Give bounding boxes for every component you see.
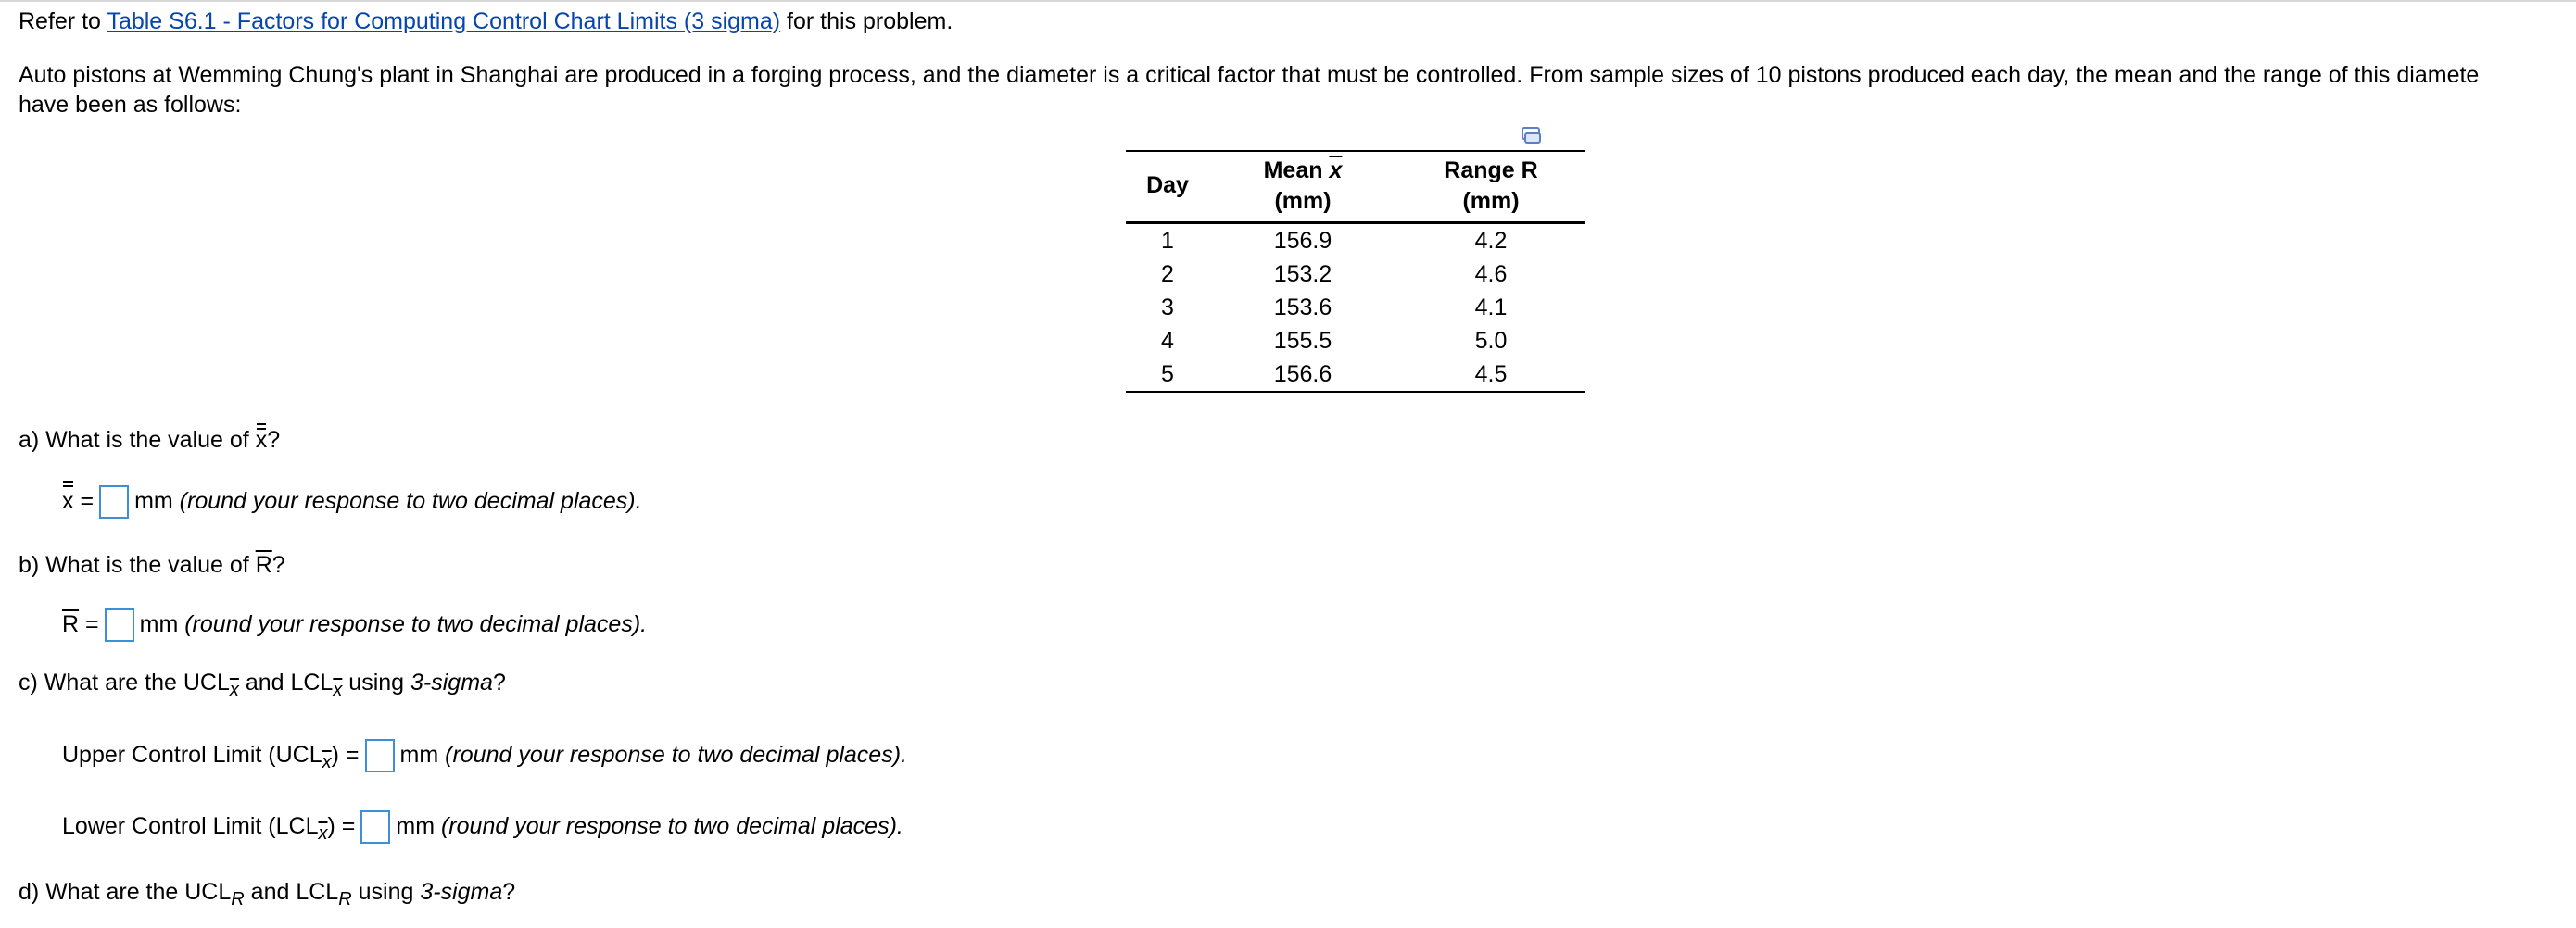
answer-a-symbol: x	[62, 483, 74, 519]
question-a-prefix: a) What is the value of	[19, 427, 249, 453]
problem-line-1: Auto pistons at Wemming Chung's plant in Shanghai are produced in a forging process, and the diameter is a critical factor that must be controlled. From sample sizes of 10 pistons produced each day, the mean and the range of this diamete	[19, 62, 2480, 88]
question-d-mid: and LCL	[250, 879, 339, 905]
piston-data-table	[1126, 150, 1585, 393]
answer-b-row	[62, 607, 647, 642]
cell-range: 4.5	[1474, 361, 1508, 387]
question-b-suffix: ?	[271, 552, 285, 578]
cell-day: 1	[1161, 228, 1174, 254]
refer-prefix: Refer to	[19, 8, 101, 34]
table-row	[1126, 357, 1585, 392]
table-s61-link[interactable]: Table S6.1 - Factors for Computing Control Chart Limits (3 sigma)	[107, 8, 781, 34]
problem-line-2: have been as follows:	[19, 92, 242, 118]
question-d-sub-2: R	[338, 889, 352, 909]
cell-mean: 155.5	[1273, 328, 1332, 354]
table-row	[1126, 223, 1585, 258]
cell-range: 5.0	[1474, 328, 1508, 354]
cell-range: 4.6	[1474, 261, 1508, 287]
header-range	[1396, 151, 1585, 223]
lcl-x-sub: x	[318, 823, 328, 844]
table-header-row	[1126, 151, 1585, 223]
lcl-x-answer-input[interactable]	[360, 810, 390, 844]
question-d-sigma: 3-sigma	[420, 879, 503, 905]
top-divider	[0, 0, 2576, 2]
rbar-answer-input[interactable]	[105, 608, 134, 642]
question-a-suffix: ?	[267, 427, 281, 453]
ucl-x-unit: mm	[399, 742, 439, 768]
header-range-unit: (mm)	[1462, 187, 1520, 214]
header-mean-unit: (mm)	[1274, 187, 1332, 214]
answer-a-hint: (round your response to two decimal places).	[179, 488, 642, 514]
header-day: Day	[1146, 172, 1189, 199]
ucl-x-row	[62, 737, 907, 780]
answer-a-row	[62, 483, 642, 519]
question-c-sub-2: x	[333, 680, 343, 700]
question-a-prompt	[19, 426, 280, 454]
rbar-symbol: $\overline{R}$	[255, 552, 272, 578]
header-mean	[1209, 151, 1396, 223]
xbarbar-answer-input[interactable]	[99, 485, 129, 519]
question-c-suffix: ?	[492, 670, 506, 696]
question-d-suffix: ?	[502, 879, 516, 905]
header-mean-prefix: Mean	[1263, 157, 1323, 183]
refer-suffix: for this problem.	[787, 8, 953, 34]
question-b-prompt	[19, 551, 285, 579]
table-row	[1126, 291, 1585, 324]
lcl-x-label: Lower Control Limit (LCL	[62, 813, 319, 839]
header-range-prefix: Range R	[1444, 157, 1538, 183]
lcl-x-close: ) =	[327, 813, 356, 839]
answer-a-unit: mm	[134, 488, 173, 514]
answer-b-hint: (round your response to two decimal places).	[184, 611, 648, 637]
ucl-x-sub: x	[322, 752, 332, 772]
cell-mean: 156.6	[1273, 361, 1332, 387]
xbarbar-symbol: x	[255, 427, 268, 453]
ucl-x-hint: (round your response to two decimal places).	[445, 742, 907, 768]
question-d-using: using	[358, 879, 414, 905]
ucl-x-close: ) =	[331, 742, 360, 768]
cell-day: 5	[1161, 361, 1174, 387]
question-c-using: using	[348, 670, 405, 696]
lcl-x-unit: mm	[396, 813, 436, 839]
cell-day: 3	[1161, 295, 1174, 320]
cell-range: 4.2	[1474, 228, 1508, 254]
ucl-x-label: Upper Control Limit (UCL	[62, 742, 322, 768]
copy-table-icon[interactable]	[1520, 124, 1544, 148]
cell-day: 2	[1161, 261, 1174, 287]
cell-mean: 156.9	[1273, 228, 1332, 254]
table-row	[1126, 257, 1585, 291]
answer-a-eq: =	[80, 488, 95, 514]
question-b-prefix: b) What is the value of	[19, 552, 249, 578]
refer-line	[19, 7, 953, 35]
question-c-mid: and LCL	[245, 670, 334, 696]
question-d-prompt	[19, 878, 515, 910]
question-c-sigma: 3-sigma	[410, 670, 493, 696]
header-mean-symbol: $\overline{x}$	[1329, 157, 1343, 183]
question-c-prompt	[19, 669, 506, 701]
answer-b-eq: =	[85, 611, 99, 637]
ucl-x-answer-input[interactable]	[365, 739, 395, 772]
question-d-prefix: d) What are the UCL	[19, 879, 232, 905]
question-c-prefix: c) What are the UCL	[19, 670, 230, 696]
lcl-x-hint: (round your response to two decimal places).	[440, 813, 903, 839]
question-d-sub-1: R	[231, 889, 245, 909]
lcl-x-row	[62, 809, 903, 851]
answer-b-unit: mm	[139, 611, 179, 637]
answer-b-symbol: $\overline{R}$	[62, 611, 80, 637]
cell-mean: 153.6	[1273, 295, 1332, 320]
cell-day: 4	[1161, 328, 1174, 354]
cell-mean: 153.2	[1273, 261, 1332, 287]
cell-range: 4.1	[1474, 295, 1508, 320]
question-c-sub-1: x	[229, 680, 239, 700]
table-row	[1126, 324, 1585, 357]
